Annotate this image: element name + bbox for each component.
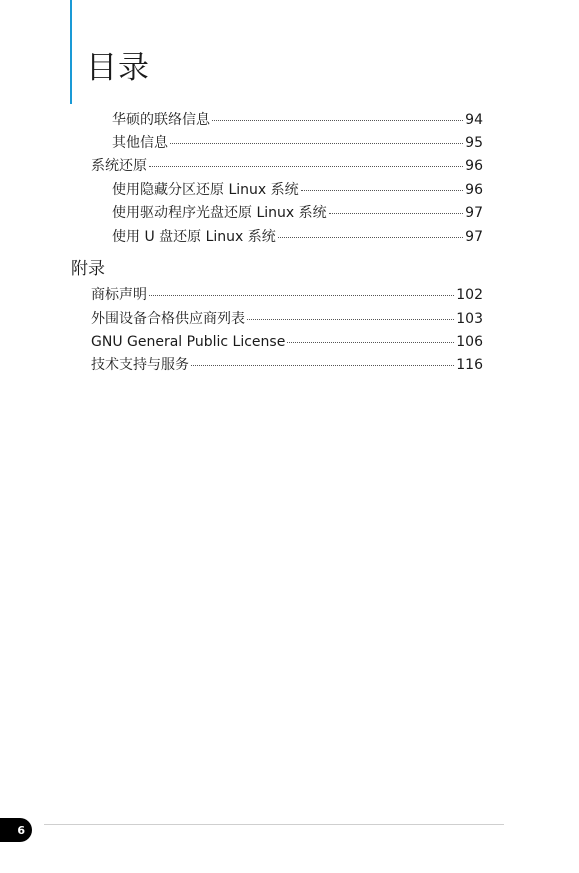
- toc-leader-dots: [247, 319, 454, 320]
- toc-leader-dots: [170, 143, 463, 144]
- toc-entry-label: GNU General Public License: [91, 334, 286, 350]
- toc-entry-page: 102: [456, 287, 483, 303]
- toc-entry[interactable]: [112, 111, 483, 129]
- toc-entry-page: 96: [465, 182, 483, 198]
- toc-entry-label: 华硕的联络信息: [112, 112, 210, 128]
- toc-entry[interactable]: [91, 333, 483, 351]
- page-number-badge: [0, 818, 32, 842]
- toc-leader-dots: [278, 237, 463, 238]
- toc-leader-dots: [287, 342, 454, 343]
- toc-entry-label: 系统还原: [91, 158, 147, 174]
- toc-leader-dots: [149, 166, 463, 167]
- toc-entry-page: 103: [456, 311, 483, 327]
- toc-entry-page: 116: [456, 357, 483, 373]
- toc-leader-dots: [329, 213, 464, 214]
- appendix-heading: 附录: [71, 259, 105, 279]
- page-number: 6: [17, 823, 25, 837]
- toc-entry-page: 95: [465, 135, 483, 151]
- toc-entry-page: 106: [456, 334, 483, 350]
- toc-leader-dots: [301, 190, 464, 191]
- toc-entry[interactable]: [112, 228, 483, 246]
- toc-entry[interactable]: [91, 310, 483, 328]
- toc-entry-page: 96: [465, 158, 483, 174]
- toc-entry[interactable]: [112, 134, 483, 152]
- toc-entry-page: 97: [465, 229, 483, 245]
- toc-entry-label: 商标声明: [91, 287, 147, 303]
- toc-leader-dots: [191, 365, 454, 366]
- toc-entry[interactable]: [91, 356, 483, 374]
- toc-leader-dots: [149, 295, 454, 296]
- title-accent-bar: [70, 0, 72, 104]
- toc-entry-page: 97: [465, 205, 483, 221]
- toc-entry[interactable]: [91, 157, 483, 175]
- toc-entry-label: 使用 U 盘还原 Linux 系统: [112, 229, 276, 245]
- footer-divider: [44, 824, 504, 825]
- toc-entry-label: 使用驱动程序光盘还原 Linux 系统: [112, 205, 327, 221]
- toc-entry-page: 94: [465, 112, 483, 128]
- toc-entry[interactable]: [112, 181, 483, 199]
- toc-entry[interactable]: [91, 286, 483, 304]
- toc-entry[interactable]: [112, 204, 483, 222]
- toc-leader-dots: [212, 120, 463, 121]
- toc-entry-label: 外围设备合格供应商列表: [91, 311, 245, 327]
- toc-entry-label: 其他信息: [112, 135, 168, 151]
- toc-entry-label: 使用隐藏分区还原 Linux 系统: [112, 182, 299, 198]
- toc-entry-label: 技术支持与服务: [91, 357, 189, 373]
- page-title: 目录: [86, 50, 150, 86]
